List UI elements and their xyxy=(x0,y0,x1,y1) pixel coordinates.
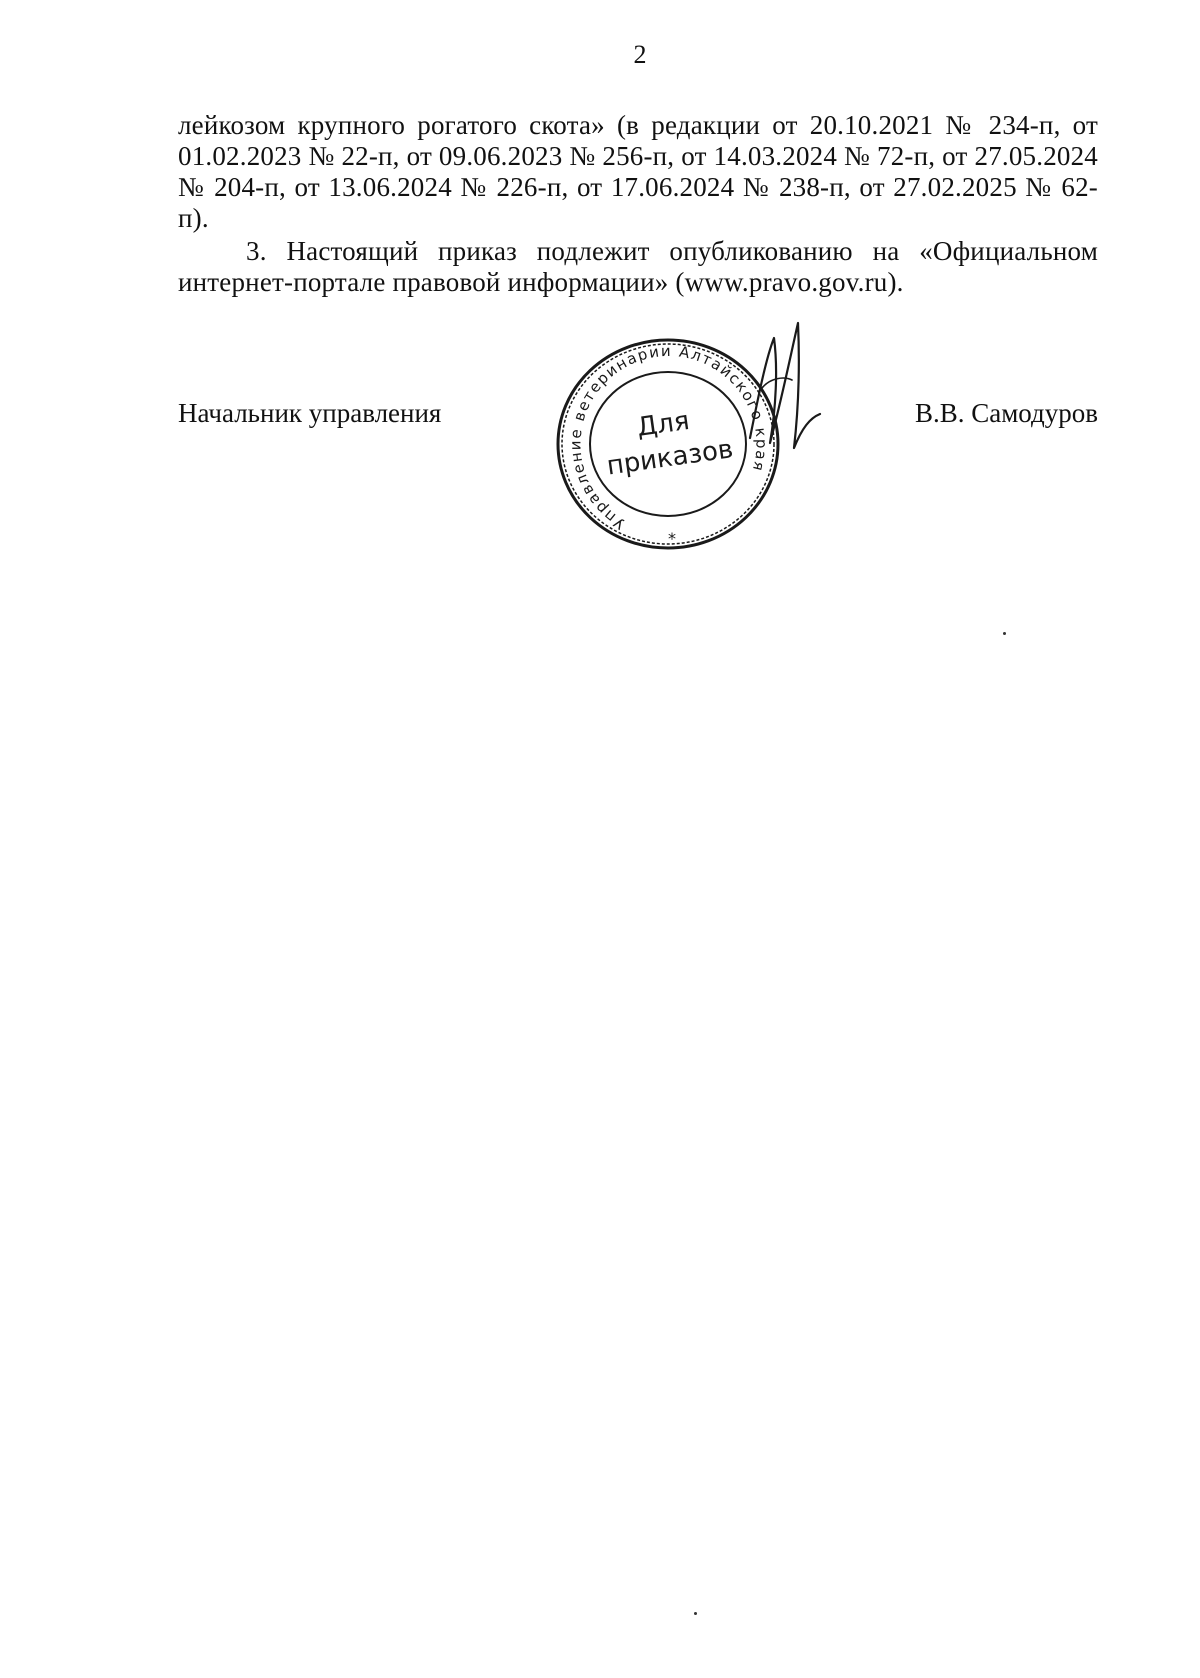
paragraph-continuation: лейкозом крупного рогатого скота» (в редакции от 20.10.2021 № 234-п, от 01.02.2023 № 22-п, от 09.06.2023 № 256-п, от 14.03.2024 № 72-п, от 27.05.2024 № 204-п, от 13.06.2024 № 226-п, от 17.06.2024 № 238-п, от 27.02.2025 № 62-п). xyxy=(178,110,1098,233)
signatory-position: Начальник управления xyxy=(178,398,442,428)
stamp-center-line-1: Для xyxy=(635,405,692,443)
scan-speck xyxy=(1003,632,1006,635)
document-body xyxy=(178,110,1098,298)
scan-speck xyxy=(694,1612,697,1615)
paragraph-publication: 3. Настоящий приказ подлежит опубликованию на «Официальном интернет-портале правовой информации» (www.pravo.gov.ru). xyxy=(178,236,1098,297)
stamp-bottom-mark: * xyxy=(668,529,676,548)
signatory-name: В.В. Самодуров xyxy=(914,398,1098,428)
handwritten-signature xyxy=(740,318,830,458)
stamp-ring-text-path: Управление ветеринарии Алтайского края xyxy=(566,341,771,533)
signature-stroke xyxy=(750,323,820,448)
stamp-center-line-2: приказов xyxy=(604,434,735,482)
page-number: 2 xyxy=(633,40,647,69)
